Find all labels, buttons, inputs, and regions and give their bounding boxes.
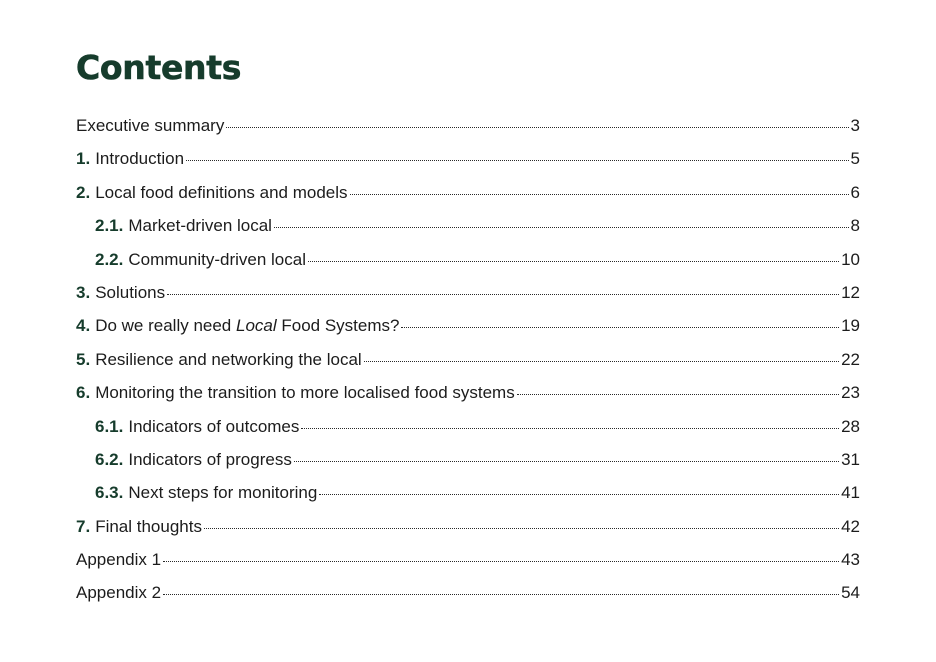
toc-entry-label: Indicators of progress [128,449,292,469]
toc-section-number: 4. [76,316,91,336]
toc-entry-label: Executive summary [76,116,225,135]
toc-page-number: 28 [841,416,860,436]
toc-entry-next-steps-monitoring[interactable] [76,483,860,516]
toc-section-number: 6.1. [95,416,124,436]
toc-entry-solutions[interactable] [76,283,860,316]
toc-list [76,116,860,617]
dot-leader [401,327,839,328]
dot-leader [204,528,839,529]
toc-section-number: 6. [76,383,91,403]
toc-entry-monitoring-transition[interactable] [76,383,860,416]
toc-page-number: 8 [850,216,860,236]
toc-entry-label: Community-driven local [128,249,306,269]
toc-entry-label: Next steps for monitoring [128,483,318,503]
toc-section-number: 2.1. [95,216,124,236]
dot-leader [364,361,839,362]
toc-entry-indicators-of-outcomes[interactable] [76,417,860,450]
toc-entry-introduction[interactable] [76,149,860,182]
dot-leader [226,127,848,128]
toc-page-number: 54 [841,583,860,603]
toc-entry-label: Final thoughts [95,516,202,536]
dot-leader [308,261,839,262]
toc-entry-label: Indicators of outcomes [128,416,300,436]
toc-entry-label: Resilience and networking the local [95,349,362,369]
toc-entry-final-thoughts[interactable] [76,517,860,550]
toc-entry-label-italic: Local [236,316,277,336]
toc-page-number: 6 [850,182,860,202]
toc-entry-local-food-definitions[interactable] [76,183,860,216]
dot-leader [294,461,839,462]
dot-leader [350,194,849,195]
dot-leader [517,394,839,395]
toc-entry-label: Monitoring the transition to more localised food systems [95,383,515,403]
toc-entry-label: Introduction [95,149,185,169]
toc-page-number: 5 [850,149,860,169]
toc-section-number: 3. [76,282,91,302]
toc-section-number: 5. [76,349,91,369]
page-title: Contents [76,48,242,87]
toc-entry-indicators-of-progress[interactable] [76,450,860,483]
toc-page-number: 10 [841,249,860,269]
toc-page-number: 12 [841,282,860,302]
toc-entry-executive-summary[interactable] [76,116,860,149]
toc-entry-market-driven-local[interactable] [76,216,860,249]
toc-entry-label-part: Do we really need [95,316,236,336]
toc-page-number: 43 [841,550,860,570]
toc-section-number: 6.3. [95,483,124,503]
toc-section-number: 1. [76,149,91,169]
toc-entry-label [95,316,399,336]
dot-leader [163,561,839,562]
toc-section-number: 7. [76,516,91,536]
toc-section-number: 2.2. [95,249,124,269]
toc-page-number: 31 [841,449,860,469]
toc-entry-label: Appendix 1 [76,550,162,570]
toc-page-number: 42 [841,516,860,536]
toc-entry-label: Market-driven local [128,216,272,236]
toc-page-number: 19 [841,316,860,336]
toc-entry-label: Appendix 2 [76,583,162,603]
toc-section-number: 2. [76,182,91,202]
toc-page-number: 41 [841,483,860,503]
dot-leader [301,428,839,429]
toc-entry-label: Solutions [95,282,166,302]
dot-leader [186,160,849,161]
dot-leader [167,294,839,295]
toc-page-number: 23 [841,383,860,403]
toc-entry-label: Local food definitions and models [95,182,348,202]
toc-page-number: 22 [841,349,860,369]
toc-section-number: 6.2. [95,449,124,469]
dot-leader [319,494,839,495]
toc-entry-label-part: Food Systems? [276,316,400,336]
toc-entry-appendix-1[interactable] [76,550,860,583]
toc-page-number: 3 [850,116,860,135]
table-of-contents [76,48,860,603]
toc-entry-resilience[interactable] [76,350,860,383]
toc-entry-do-we-need-local[interactable] [76,316,860,349]
dot-leader [163,594,839,595]
toc-entry-appendix-2[interactable] [76,583,860,616]
toc-entry-community-driven-local[interactable] [76,250,860,283]
dot-leader [274,227,849,228]
